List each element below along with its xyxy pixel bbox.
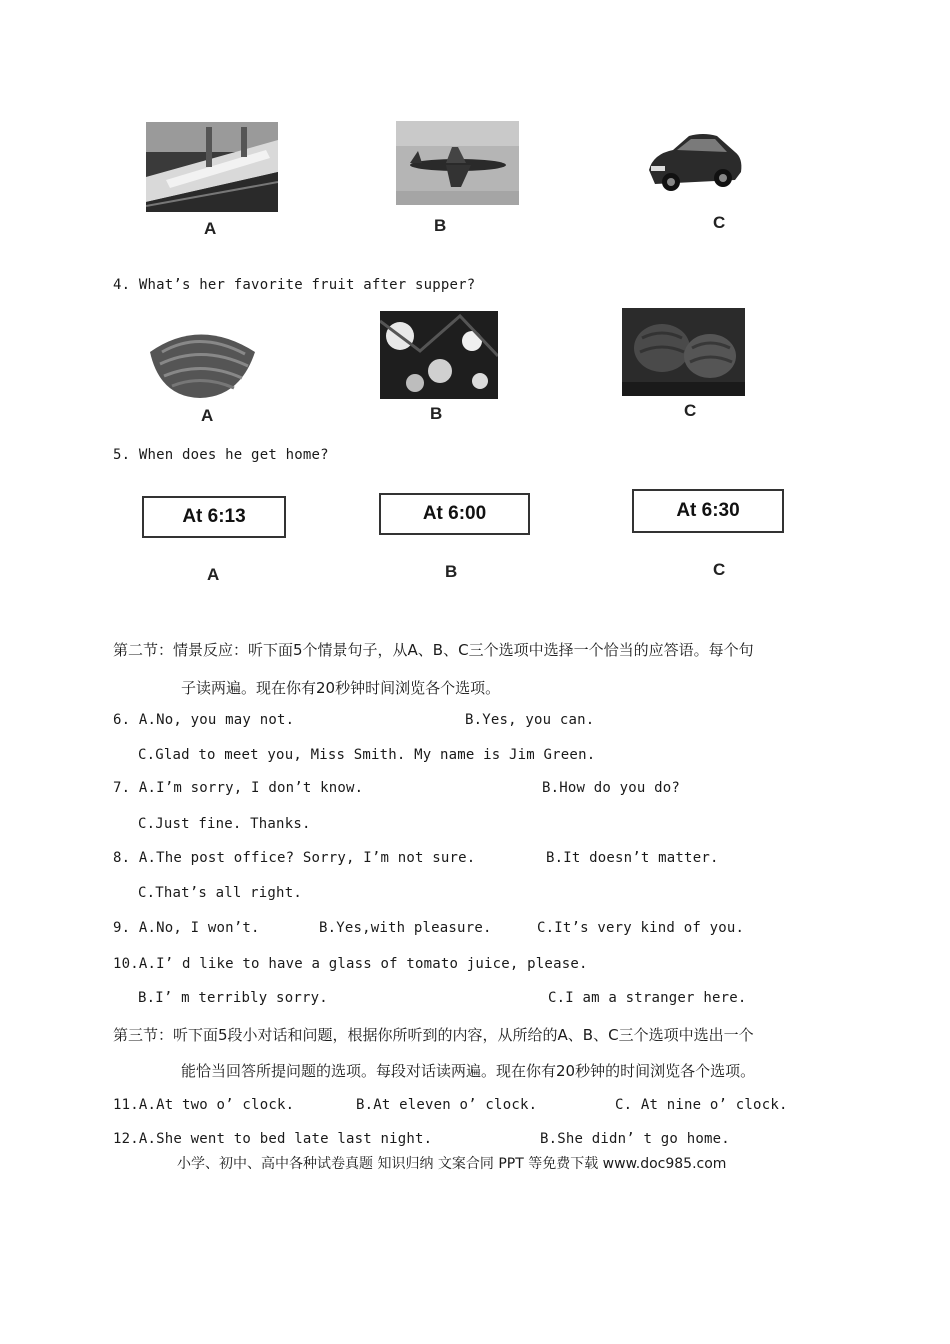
q3-option-a-label: A	[204, 219, 217, 238]
q7-option-b: B.How do you do?	[542, 780, 681, 796]
q12-option-a: 12.A.She went to bed late last night.	[113, 1131, 433, 1147]
q7-option-c: C.Just fine. Thanks.	[138, 816, 311, 832]
q5-question: 5. When does he get home?	[113, 447, 329, 463]
q8-option-a: 8. A.The post office? Sorry, I’m not sure.	[113, 850, 476, 866]
q4-question: 4. What’s her favorite fruit after supper?	[113, 277, 476, 293]
q7-option-a: 7. A.I’m sorry, I don’t know.	[113, 780, 364, 796]
section3-instruction-line1: 第三节：听下面5段小对话和问题，根据你所听到的内容，从所给的A、B、C三个选项中选出一个	[113, 1026, 754, 1044]
section3-instruction-line2: 能恰当回答所提问题的选项。每段对话读两遍。现在你有20秒钟的时间浏览各个选项。	[181, 1062, 756, 1080]
q4-option-b-label: B	[430, 404, 443, 423]
q9-option-c: C.It’s very kind of you.	[537, 920, 745, 936]
q12-option-b: B.She didn’ t go home.	[540, 1131, 730, 1147]
fruit-tree-image	[380, 311, 498, 399]
q9-option-b: B.Yes,with pleasure.	[319, 920, 492, 936]
q4-option-a-label: A	[201, 406, 214, 425]
section2-instruction-line2: 子读两遍。现在你有20秒钟时间浏览各个选项。	[181, 679, 501, 697]
q8-option-b: B.It doesn’t matter.	[546, 850, 719, 866]
q8-option-c: C.That’s all right.	[138, 885, 302, 901]
q10-option-c: C.I am a stranger here.	[548, 990, 747, 1006]
section2-instruction-line1: 第二节：情景反应：听下面5个情景句子，从A、B、C三个选项中选择一个恰当的应答语。每个句	[113, 641, 754, 659]
q3-option-c-label: C	[713, 213, 726, 232]
q10-option-b: B.I’ m terribly sorry.	[138, 990, 328, 1006]
page-footer: 小学、初中、高中各种试卷真题 知识归纳 文案合同 PPT 等免费下载 www.doc985.com	[177, 1156, 727, 1172]
q11-option-a: 11.A.At two o’ clock.	[113, 1097, 295, 1113]
airplane-image	[396, 121, 519, 205]
banana-image	[140, 322, 265, 402]
q6-option-c: C.Glad to meet you, Miss Smith. My name is Jim Green.	[138, 747, 596, 763]
time-option-c: At 6:30	[632, 489, 784, 533]
q5-option-b-label: B	[445, 562, 458, 581]
q5-option-a-label: A	[207, 565, 220, 584]
watermelon-image	[622, 308, 745, 396]
q6-option-b: B.Yes, you can.	[465, 712, 595, 728]
q11-option-c: C. At nine o’ clock.	[615, 1097, 788, 1113]
q10-option-a: 10.A.I’ d like to have a glass of tomato juice, please.	[113, 956, 588, 972]
time-option-b: At 6:00	[379, 493, 530, 535]
time-option-a: At 6:13	[142, 496, 286, 538]
q4-option-c-label: C	[684, 401, 697, 420]
car-image	[643, 128, 745, 198]
q6-option-a: 6. A.No, you may not.	[113, 712, 295, 728]
q11-option-b: B.At eleven o’ clock.	[356, 1097, 538, 1113]
train-image	[146, 122, 278, 212]
q5-option-c-label: C	[713, 560, 726, 579]
q3-option-b-label: B	[434, 216, 447, 235]
q9-option-a: 9. A.No, I won’t.	[113, 920, 260, 936]
